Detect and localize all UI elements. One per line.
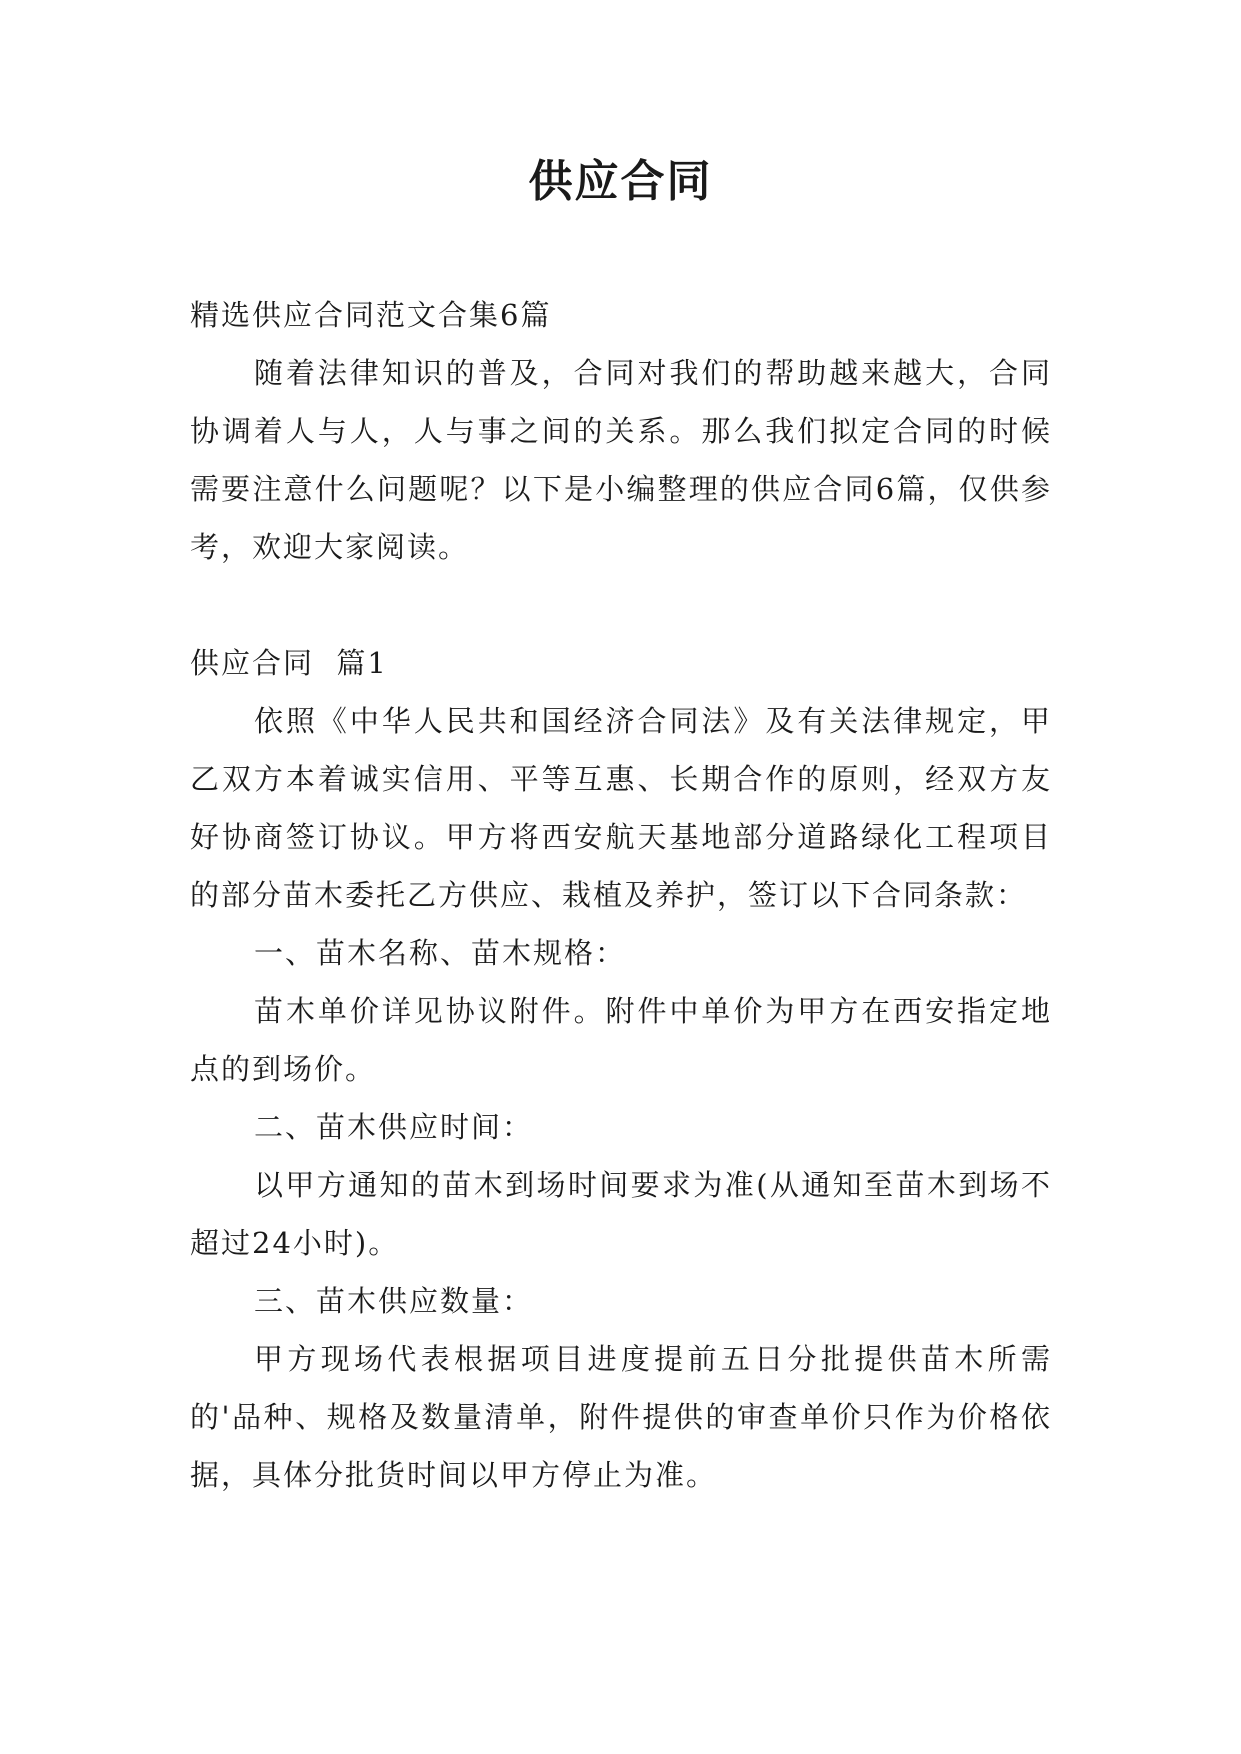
section-heading: 供应合同 篇1	[190, 646, 388, 680]
clause-heading: 三、苗木供应数量：	[254, 1284, 534, 1318]
contract-preamble: 依照《中华人民共和国经济合同法》及有关法律规定，甲乙双方本着诚实信用、平等互惠、长期合作的原则，经双方友好协商签订协议。甲方将西安航天基地部分道路绿化工程项目的部分苗木委托乙方供应、栽植及养护，签订以下合同条款：	[190, 704, 1052, 912]
clause-heading: 二、苗木供应时间：	[254, 1110, 534, 1144]
clause-heading: 一、苗木名称、苗木规格：	[254, 936, 627, 970]
clause-text: 甲方现场代表根据项目进度提前五日分批提供苗木所需的'品种、规格及数量清单，附件提供的审查单价只作为价格依据，具体分批货时间以甲方停止为准。	[190, 1342, 1052, 1492]
document-title: 供应合同	[528, 156, 713, 207]
section-spacer	[190, 576, 1052, 634]
clause-text: 以甲方通知的苗木到场时间要求为准(从通知至苗木到场不超过24小时)。	[190, 1168, 1052, 1260]
intro-heading: 精选供应合同范文合集6篇	[190, 298, 552, 332]
clause-text: 苗木单价详见协议附件。附件中单价为甲方在西安指定地点的到场价。	[190, 994, 1052, 1086]
document-body	[190, 286, 1052, 1504]
intro-paragraph: 随着法律知识的普及，合同对我们的帮助越来越大，合同协调着人与人，人与事之间的关系。那么我们拟定合同的时候需要注意什么问题呢？以下是小编整理的供应合同6篇，仅供参考，欢迎大家阅读。	[190, 356, 1052, 564]
